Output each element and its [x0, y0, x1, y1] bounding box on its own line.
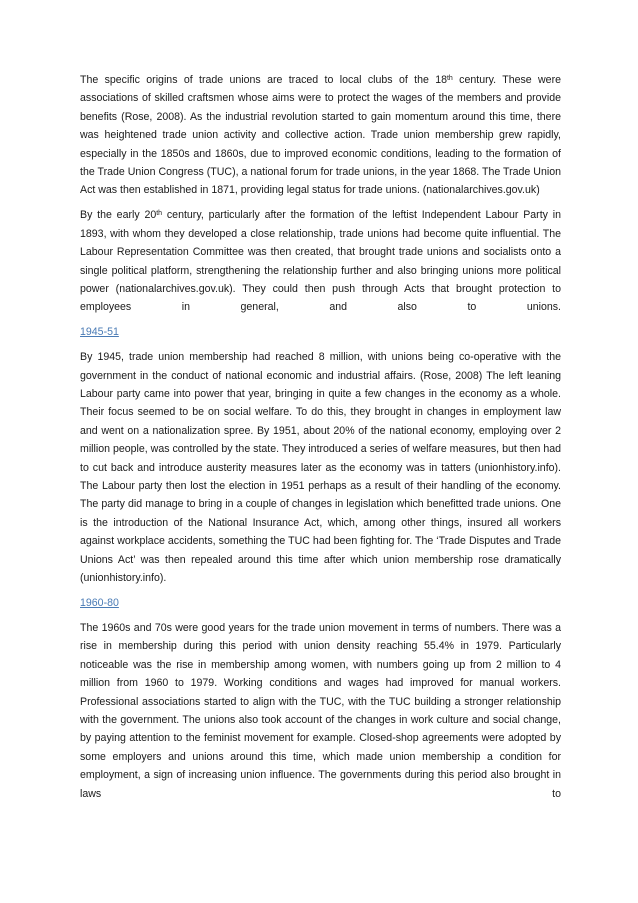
paragraph-origins	[80, 71, 561, 200]
section-heading-1945-51[interactable]: 1945-51	[80, 326, 119, 339]
paragraph-early-20th-century	[80, 206, 561, 316]
paragraph-1945-51: By 1945, trade union membership had reached 8 million, with unions being co-operative with the government in the conduct of national economic and industrial affairs. (Rose, 2008) The left leaning Labour party came into power that year, bringing in quite a few changes in the economy as a whole. Their focus seemed to be on social welfare. To do this, they brought in changes in employment law and went on a nationalization spree. By 1951, about 20% of the national economy, employing over 2 million people, was controlled by the state. They introduced a series of welfare measures, but then had to cut back and introduce austerity measures later as the economy was in tatters (unionhistory.info). The Labour party then lost the election in 1951 perhaps as a result of their handling of the economy. The party did manage to bring in a couple of changes in legislation which benefitted trade unions. One is the introduction of the National Insurance Act, which, among other things, insured all workers against workplace accidents, something the TUC had been fighting for. The ‘Trade Disputes and Trade Unions Act’ was then repealed around this time after which union membership rose dramatically (unionhistory.info).	[80, 351, 561, 585]
paragraph-1960-80: The 1960s and 70s were good years for the trade union movement in terms of numbers. There was a rise in membership during this period with union density reaching 55.4% in 1979. Particularly noticeable was the rise in membership among women, with numbers going up from 2 million to 4 million from 1960 to 1979. Working conditions and wages had improved for manual workers. Professional associations started to align with the TUC, with the TUC building a stronger relationship with the government. The unions also took account of the changes in work culture and social change, by paying attention to the feminist movement for example. Closed-shop agreements were adopted by some employers and unions around this time, which made union membership a condition for employment, a sign of increasing union influence. The governments during this period also brought in laws to	[80, 621, 561, 800]
paragraph-early-text-b: century, particularly after the formation of the leftist Independent Labour Party in 1893, with whom they developed a close relationship, trade unions had become quite influential. The Labour Representation Committee was then created, that brought trade unions and socialists onto a single political platform, strengthening the relationship further and also bringing unions more political power (nationalarchives.gov.uk). They could then push through Acts that brought protection to employees in general, and also to unions.	[80, 209, 561, 314]
document-page	[80, 71, 561, 809]
paragraph-origins-text-a: The specific origins of trade unions are traced to local clubs of the 18	[80, 74, 447, 86]
section-heading-1960-80[interactable]: 1960-80	[80, 596, 119, 609]
superscript-th: th	[156, 210, 163, 218]
paragraph-origins-text-b: century. These were associations of skilled craftsmen whose aims were to protect the wages of the members and provide benefits (Rose, 2008). As the industrial revolution started to gain momentum around this time, there was heightened trade union activity and collective action. Trade union membership grew rapidly, especially in the 1850s and 1860s, due to improved economic conditions, leading to the formation of the Trade Union Congress (TUC), a national forum for trade unions, in the year 1868. The Trade Union Act was then established in 1871, providing legal status for trade unions. (nationalarchives.gov.uk)	[80, 74, 561, 197]
paragraph-early-text-a: By the early 20	[80, 209, 157, 222]
superscript-th: th	[446, 74, 453, 82]
